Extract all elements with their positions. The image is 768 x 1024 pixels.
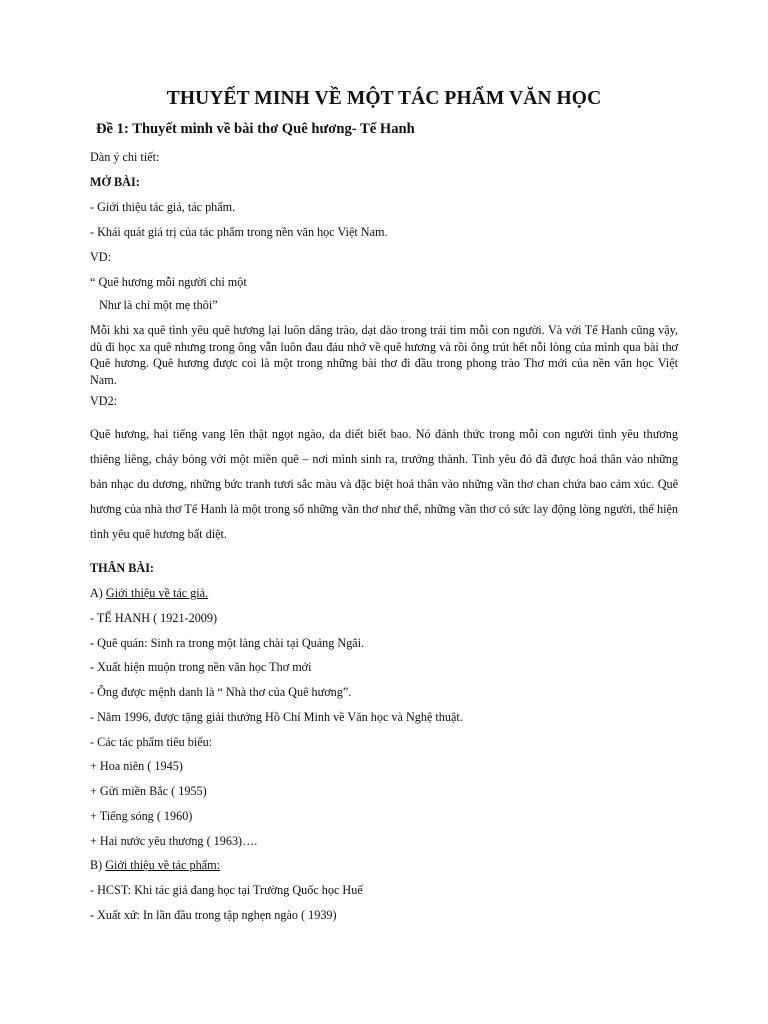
mo-bai-item: - Khái quát giá trị của tác phẩm trong nền văn học Việt Nam. xyxy=(90,225,388,239)
work-item: - Xuất xứ: In lần đầu trong tập nghẹn ngào ( 1939) xyxy=(90,908,337,922)
work-item: - HCST: Khi tác giả đang học tại Trường Quốc học Huế xyxy=(90,883,363,897)
mo-bai-heading: MỞ BÀI: xyxy=(90,175,140,189)
author-item: - TẾ HANH ( 1921-2009) xyxy=(90,611,218,625)
author-item: - Năm 1996, được tặng giải thưởng Hồ Chí Minh về Văn học và Nghệ thuật. xyxy=(90,710,463,724)
section-b-title: Giới thiệu về tác phẩm: xyxy=(105,858,220,872)
section-b-prefix: B) xyxy=(90,858,106,872)
work-list-item: + Gửi miền Bắc ( 1955) xyxy=(90,784,207,798)
section-a-heading xyxy=(90,586,208,601)
section-a-prefix: A) xyxy=(90,586,106,600)
poem-line: “ Quê hương mỗi người chỉ một xyxy=(90,275,247,289)
work-list-item: + Hai nước yêu thương ( 1963)…. xyxy=(90,834,258,848)
vd1-text: Mỗi khi xa quê tình yêu quê hương lại luôn dâng trào, dạt dào trong trái tim mỗi con người. Và với Tế Hanh cũng vậy, dù đi học xa quê nhưng trong ông vẫn luôn đau đáu nhớ về quê hương và rồi ông trút hết nỗi lòng của mình qua bài thơ Quê hương. Quê hương được coi là một trong những bài thơ đi đầu trong phong trào Thơ mới của nền văn học Việt Nam. xyxy=(90,323,678,387)
poem-line: Như là chỉ một mẹ thôi” xyxy=(99,298,218,312)
section-b-heading xyxy=(90,858,220,873)
vd2-text: Quê hương, hai tiếng vang lên thật ngọt ngào, da diết biết bao. Nó đánh thức trong mỗi con người tình yêu thương thiêng liêng, chảy bỏng với một miền quê – nơi mình sinh ra, trưởng thành. Tình yêu đó đã được hoá thân vào những bản nhạc du dương, những bức tranh tươi sắc màu và đặc biệt hoá thân vào những vần thơ chan chứa bao cảm xúc. Quê hương của nhà thơ Tế Hanh là một trong số những vần thơ như thế, những vần thơ có sức lay động lòng người, thể hiện tình yêu quê hương bất diệt. xyxy=(90,427,678,541)
page-subtitle: Đề 1: Thuyết minh về bài thơ Quê hương- Tế Hanh xyxy=(96,121,415,137)
than-bai-heading: THÂN BÀI: xyxy=(90,561,154,575)
mo-bai-item: - Giới thiệu tác giả, tác phẩm. xyxy=(90,200,236,214)
page-title: THUYẾT MINH VỀ MỘT TÁC PHẨM VĂN HỌC xyxy=(166,88,602,109)
author-item: - Ông được mệnh danh là “ Nhà thơ của Quê hương”. xyxy=(90,685,352,699)
work-list-item: + Tiếng sóng ( 1960) xyxy=(90,809,193,823)
vd1-paragraph xyxy=(90,322,678,388)
section-a-title: Giới thiệu về tác giả. xyxy=(105,586,209,600)
vd2-paragraph xyxy=(90,422,678,547)
author-item: - Quê quán: Sinh ra trong một làng chài tại Quảng Ngãi. xyxy=(90,636,365,650)
vd1-label: VD: xyxy=(90,250,111,264)
author-item: - Các tác phẩm tiêu biểu: xyxy=(90,735,213,749)
work-list-item: + Hoa niên ( 1945) xyxy=(90,759,183,773)
vd2-label: VD2: xyxy=(90,394,118,408)
outline-label: Dàn ý chi tiết: xyxy=(90,150,160,164)
author-item: - Xuất hiện muộn trong nền văn học Thơ mới xyxy=(90,660,312,674)
